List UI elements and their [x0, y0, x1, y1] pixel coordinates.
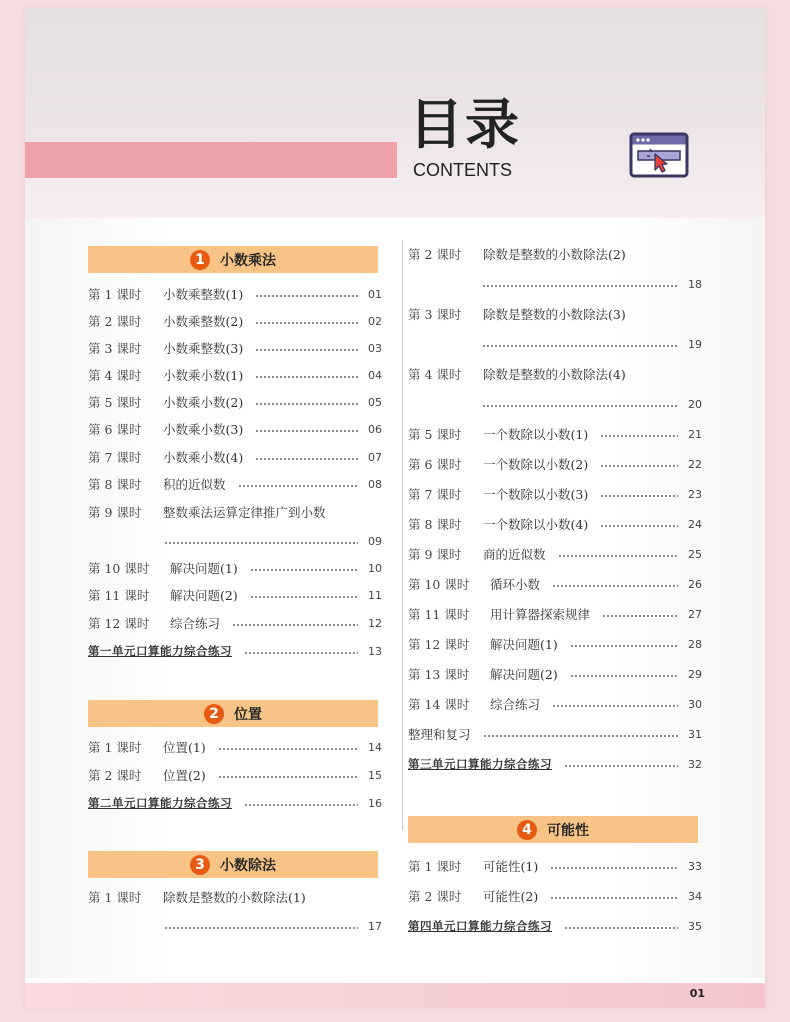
page-number: 10 [368, 561, 382, 575]
lesson-number: 第 4 课时 [408, 367, 462, 382]
lesson-number: 第 11 课时 [88, 588, 150, 603]
footer-band [25, 983, 765, 1008]
page-number: 25 [688, 547, 702, 561]
unit-number-badge: 4 [517, 820, 537, 840]
lesson-number: 第 3 课时 [408, 307, 462, 322]
toc-entry[interactable] [88, 765, 382, 785]
dot-leader [570, 675, 678, 677]
toc-entry[interactable] [408, 424, 702, 444]
toc-entry[interactable] [88, 887, 382, 907]
unit-title: 可能性 [547, 822, 589, 839]
toc-entry[interactable] [408, 484, 702, 504]
dot-leader [483, 735, 678, 737]
page-number: 30 [688, 697, 702, 711]
toc-entry[interactable] [408, 244, 702, 264]
lesson-number: 第 2 课时 [88, 314, 142, 329]
toc-entry[interactable] [408, 886, 702, 906]
unit-title: 小数乘法 [220, 252, 276, 269]
dot-leader [164, 927, 358, 929]
toc-entry[interactable] [88, 311, 382, 331]
toc-entry[interactable] [408, 544, 702, 564]
page-number: 31 [688, 727, 702, 741]
toc-entry[interactable] [88, 737, 382, 757]
dot-leader [552, 585, 678, 587]
dot-leader [164, 542, 358, 544]
page-number: 04 [368, 368, 382, 382]
dot-leader [550, 867, 678, 869]
lesson-number: 第 9 课时 [408, 547, 462, 562]
dot-leader [564, 765, 678, 767]
toc-entry[interactable] [88, 474, 382, 494]
lesson-number: 第 8 课时 [408, 517, 462, 532]
page-number: 22 [688, 457, 702, 471]
entry-title: 一个数除以小数(3) [483, 487, 589, 502]
lesson-number: 第 7 课时 [88, 450, 142, 465]
entry-title: 综合练习 [490, 697, 541, 712]
toc-entry-unit-review[interactable] [88, 641, 382, 661]
dot-leader [218, 776, 358, 778]
dot-leader [255, 349, 358, 351]
toc-entry[interactable] [408, 364, 702, 384]
toc-entry-continuation[interactable] [164, 531, 382, 551]
entry-title: 一个数除以小数(4) [483, 517, 589, 532]
toc-entry[interactable] [88, 365, 382, 385]
page-number: 08 [368, 477, 382, 491]
entry-title: 整数乘法运算定律推广到小数 [163, 505, 326, 520]
lesson-number: 第 10 课时 [408, 577, 470, 592]
page-number: 18 [688, 277, 702, 291]
entry-title: 除数是整数的小数除法(4) [483, 367, 626, 382]
toc-entry-continuation[interactable] [482, 334, 702, 354]
entry-title: 第一单元口算能力综合练习 [88, 644, 232, 658]
entry-title: 位置(2) [163, 768, 206, 783]
lesson-number: 第 5 课时 [88, 395, 142, 410]
toc-entry-unit-review[interactable] [408, 916, 702, 936]
dot-leader [255, 295, 358, 297]
toc-entry[interactable] [88, 338, 382, 358]
page-number: 28 [688, 637, 702, 651]
dot-leader [482, 405, 678, 407]
entry-title: 小数乘小数(2) [163, 395, 244, 410]
dot-leader [600, 525, 678, 527]
entry-title: 第四单元口算能力综合练习 [408, 919, 552, 933]
entry-title: 除数是整数的小数除法(2) [483, 247, 626, 262]
entry-title: 小数乘整数(3) [163, 341, 244, 356]
unit-title: 位置 [234, 706, 262, 723]
entry-title: 一个数除以小数(1) [483, 427, 589, 442]
page-number: 20 [688, 397, 702, 411]
dot-leader [250, 569, 358, 571]
lesson-number: 第 12 课时 [88, 616, 150, 631]
entry-title: 循环小数 [490, 577, 541, 592]
page-number: 16 [368, 796, 382, 810]
entry-title: 解决问题(2) [170, 588, 238, 603]
page-number: 14 [368, 740, 382, 754]
unit-number-badge: 3 [190, 855, 210, 875]
entry-title: 解决问题(2) [490, 667, 558, 682]
toc-entry[interactable] [408, 694, 702, 714]
page-number: 23 [688, 487, 702, 501]
dot-leader [244, 804, 358, 806]
lesson-number: 第 1 课时 [408, 859, 462, 874]
page-number: 19 [688, 337, 702, 351]
entry-title: 解决问题(1) [170, 561, 238, 576]
page-number: 17 [368, 919, 382, 933]
book-page [25, 8, 765, 1008]
dot-leader [482, 345, 678, 347]
browser-cursor-icon [629, 132, 689, 178]
unit-number-badge: 1 [190, 250, 210, 270]
dot-leader [600, 435, 678, 437]
page-number: 03 [368, 341, 382, 355]
dot-leader [564, 927, 678, 929]
toc-entry[interactable] [88, 447, 382, 467]
lesson-number: 第 1 课时 [88, 287, 142, 302]
lesson-number: 第 2 课时 [408, 247, 462, 262]
dot-leader [552, 705, 678, 707]
lesson-number: 第 8 课时 [88, 477, 142, 492]
dot-leader [250, 596, 358, 598]
page-number: 35 [688, 919, 702, 933]
toc-entry[interactable] [408, 856, 702, 876]
dot-leader [255, 376, 358, 378]
lesson-number: 第 6 课时 [408, 457, 462, 472]
entry-title: 小数乘整数(2) [163, 314, 244, 329]
entry-title: 可能性(1) [483, 859, 539, 874]
entry-title: 小数乘整数(1) [163, 287, 244, 302]
dot-leader [570, 645, 678, 647]
entry-title: 可能性(2) [483, 889, 539, 904]
lesson-number: 第 9 课时 [88, 505, 142, 520]
toc-entry[interactable] [408, 604, 702, 624]
page-number: 09 [368, 534, 382, 548]
header-stripe [25, 142, 397, 178]
page-number: 02 [368, 314, 382, 328]
unit-heading-3[interactable] [88, 851, 378, 878]
entry-title: 小数乘小数(3) [163, 422, 244, 437]
page-number: 32 [688, 757, 702, 771]
dot-leader [255, 322, 358, 324]
dot-leader [482, 285, 678, 287]
unit-heading-4[interactable] [408, 816, 698, 843]
entry-title: 除数是整数的小数除法(3) [483, 307, 626, 322]
entry-title: 第三单元口算能力综合练习 [408, 757, 552, 771]
entry-title: 商的近似数 [483, 547, 546, 562]
dot-leader [600, 465, 678, 467]
toc-entry[interactable] [88, 284, 382, 304]
entry-title: 用计算器探索规律 [490, 607, 591, 622]
page-number: 33 [688, 859, 702, 873]
entry-title: 综合练习 [170, 616, 221, 631]
page-title: 目录 [409, 93, 521, 156]
entry-title: 解决问题(1) [490, 637, 558, 652]
lesson-number: 第 2 课时 [88, 768, 142, 783]
toc-entry[interactable] [88, 392, 382, 412]
page-number: 11 [368, 588, 382, 602]
header-band [25, 8, 765, 218]
toc-entry[interactable] [88, 558, 382, 578]
entry-title: 积的近似数 [163, 477, 226, 492]
lesson-number: 第 6 课时 [88, 422, 142, 437]
toc-entry[interactable] [88, 585, 382, 605]
toc-entry-unit-review[interactable] [88, 793, 382, 813]
dot-leader [232, 624, 358, 626]
lesson-number: 第 1 课时 [88, 740, 142, 755]
dot-leader [550, 897, 678, 899]
dot-leader [238, 485, 358, 487]
page-number: 24 [688, 517, 702, 531]
entry-title: 除数是整数的小数除法(1) [163, 890, 306, 905]
lesson-number: 第 3 课时 [88, 341, 142, 356]
toc-entry[interactable] [408, 454, 702, 474]
page-number: 29 [688, 667, 702, 681]
dot-leader [602, 615, 678, 617]
toc-entry-unit-review[interactable] [408, 754, 702, 774]
toc-entry-continuation[interactable] [482, 274, 702, 294]
lesson-number: 第 7 课时 [408, 487, 462, 502]
lesson-number: 第 14 课时 [408, 697, 470, 712]
entry-title: 小数乘小数(1) [163, 368, 244, 383]
entry-title: 小数乘小数(4) [163, 450, 244, 465]
toc-entry[interactable] [88, 419, 382, 439]
page-subtitle: CONTENTS [413, 160, 512, 180]
page-number: 27 [688, 607, 702, 621]
lesson-number: 第 12 课时 [408, 637, 470, 652]
page-number: 13 [368, 644, 382, 658]
unit-heading-2[interactable] [88, 700, 378, 727]
dot-leader [218, 748, 358, 750]
toc-entry-continuation[interactable] [482, 394, 702, 414]
page-number: 12 [368, 616, 382, 630]
toc-entry[interactable] [88, 613, 382, 633]
dot-leader [255, 403, 358, 405]
entry-title: 整理和复习 [408, 727, 471, 742]
page-number: 21 [688, 427, 702, 441]
page-number: 07 [368, 450, 382, 464]
lesson-number: 第 4 课时 [88, 368, 142, 383]
entry-title: 一个数除以小数(2) [483, 457, 589, 472]
dot-leader [558, 555, 678, 557]
lesson-number: 第 11 课时 [408, 607, 470, 622]
toc-entry[interactable] [408, 514, 702, 534]
toc-entry[interactable] [408, 574, 702, 594]
page-number: 15 [368, 768, 382, 782]
page-number: 26 [688, 577, 702, 591]
page-number: 06 [368, 422, 382, 436]
unit-number-badge: 2 [204, 704, 224, 724]
page-number: 01 [368, 287, 382, 301]
dot-leader [255, 430, 358, 432]
column-divider [402, 240, 403, 830]
dot-leader [255, 458, 358, 460]
footer-page-number: 01 [689, 987, 705, 1000]
dot-leader [600, 495, 678, 497]
lesson-number: 第 5 课时 [408, 427, 462, 442]
unit-heading-1[interactable] [88, 246, 378, 273]
dot-leader [244, 652, 358, 654]
entry-title: 第二单元口算能力综合练习 [88, 796, 232, 810]
lesson-number: 第 13 课时 [408, 667, 470, 682]
toc-entry[interactable] [88, 502, 382, 522]
unit-title: 小数除法 [220, 857, 276, 874]
page-number: 05 [368, 395, 382, 409]
toc-entry-continuation[interactable] [164, 916, 382, 936]
lesson-number: 第 1 课时 [88, 890, 142, 905]
toc-entry[interactable] [408, 724, 702, 744]
toc-entry[interactable] [408, 304, 702, 324]
lesson-number: 第 2 课时 [408, 889, 462, 904]
entry-title: 位置(1) [163, 740, 206, 755]
lesson-number: 第 10 课时 [88, 561, 150, 576]
toc-entry[interactable] [408, 664, 702, 684]
page-number: 34 [688, 889, 702, 903]
toc-entry[interactable] [408, 634, 702, 654]
